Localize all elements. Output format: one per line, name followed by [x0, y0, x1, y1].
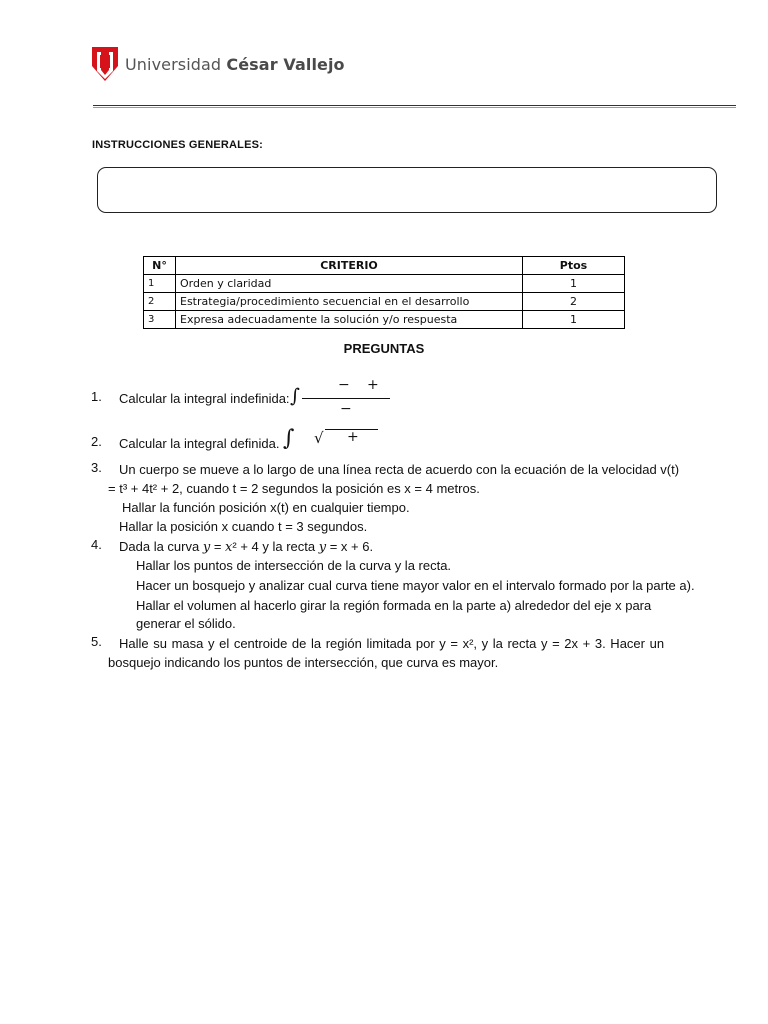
questions-title: PREGUNTAS — [343, 341, 425, 356]
table-row — [144, 293, 625, 311]
table-row — [144, 275, 625, 293]
question-4-line-1 — [119, 537, 373, 557]
question-5-line-2: bosquejo indicando los puntos de intersección, que curva es mayor. — [108, 655, 499, 670]
question-4-var-y: y — [202, 540, 211, 555]
criteria-table — [143, 256, 625, 329]
header-ptos: Ptos — [523, 257, 625, 275]
logo-text-light: Universidad — [125, 54, 222, 74]
sqrt-icon: √ — [314, 429, 324, 447]
question-3-part-a: Hallar la función posición x(t) en cualquier tiempo. — [122, 500, 410, 515]
question-5-line-1: Halle su masa y el centroide de la región limitada por y = x², y la recta y = 2x + 3. Hacer un — [119, 636, 665, 651]
instructions-box — [97, 167, 717, 213]
question-1-number: 1. — [91, 389, 102, 404]
row-criterio: Expresa adecuadamente la solución y/o respuesta — [176, 311, 523, 329]
row-number: 2 — [144, 293, 176, 311]
logo-text — [125, 55, 345, 74]
table-header-row — [144, 257, 625, 275]
row-ptos: 1 — [523, 311, 625, 329]
denominator-minus: − — [340, 401, 352, 417]
integral-sign-1: ∫ — [290, 385, 300, 407]
question-4-var-y2: y — [318, 540, 327, 555]
question-4-part-c-line-1: Hallar el volumen al hacerlo girar la región formada en la parte a) alrededor del eje x para — [136, 598, 652, 613]
question-3-number: 3. — [91, 460, 102, 475]
row-ptos: 2 — [523, 293, 625, 311]
question-4-part-a: Hallar los puntos de intersección de la curva y la recta. — [136, 558, 452, 573]
question-5-number: 5. — [91, 634, 102, 649]
question-4-post: = x + 6. — [326, 539, 374, 554]
row-criterio: Estrategia/procedimiento secuencial en el desarrollo — [176, 293, 523, 311]
question-4-var-x: x — [225, 540, 233, 555]
question-3-line-2: = t³ + 4t² + 2, cuando t = 2 segundos la posición es x = 4 metros. — [108, 481, 480, 496]
numerator-minus: − — [338, 377, 350, 393]
question-4-part-b: Hacer un bosquejo y analizar cual curva tiene mayor valor en el intervalo formado por la parte a). — [136, 578, 695, 593]
question-1-text: Calcular la integral indefinida: — [119, 391, 290, 406]
row-number: 3 — [144, 311, 176, 329]
instructions-heading: INSTRUCCIONES GENERALES: — [92, 139, 264, 151]
row-criterio: Orden y claridad — [176, 275, 523, 293]
header-divider — [93, 105, 736, 106]
numerator-plus: + — [367, 377, 379, 393]
question-4-number: 4. — [91, 537, 102, 552]
question-4-part-c-line-2: generar el sólido. — [136, 616, 236, 631]
radicand-plus: + — [347, 429, 359, 445]
question-3-line-1: Un cuerpo se mueve a lo largo de una línea recta de acuerdo con la ecuación de la velocidad v(t) — [119, 462, 680, 477]
question-4-mid: ² + 4 y la recta — [232, 539, 316, 554]
fraction-bar — [302, 398, 390, 399]
header-divider-secondary — [93, 107, 736, 108]
table-row — [144, 311, 625, 329]
integral-sign-2: ∫ — [283, 426, 295, 451]
university-shield-icon — [91, 46, 119, 82]
question-4-pre: Dada la curva — [119, 539, 200, 554]
question-2-text: Calcular la integral definida. — [119, 436, 280, 451]
header-number: N° — [144, 257, 176, 275]
question-4-eq: = — [210, 539, 226, 554]
question-3-part-b: Hallar la posición x cuando t = 3 segundos. — [119, 519, 368, 534]
university-logo — [91, 46, 345, 82]
header-criterio: CRITERIO — [176, 257, 523, 275]
logo-text-bold: César Vallejo — [226, 54, 345, 74]
row-ptos: 1 — [523, 275, 625, 293]
question-2-number: 2. — [91, 434, 102, 449]
row-number: 1 — [144, 275, 176, 293]
